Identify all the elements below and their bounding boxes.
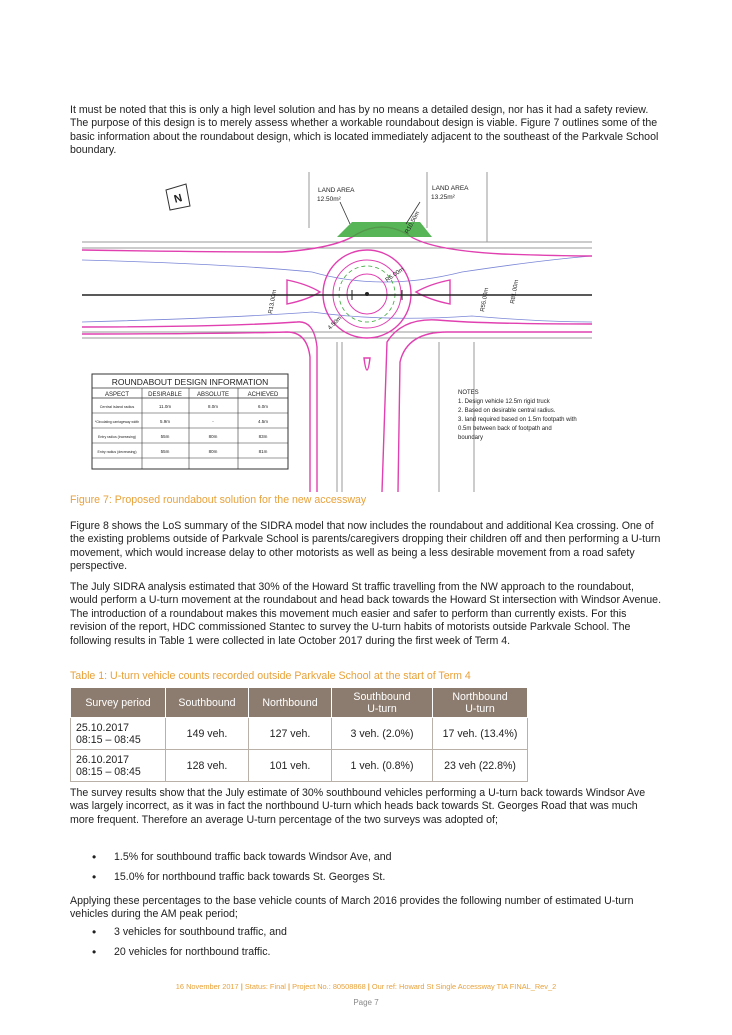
table-header-cell	[166, 688, 249, 718]
header-text: U-turn	[367, 702, 397, 715]
dim-r13: R13.00m	[268, 289, 279, 315]
design-table-cell: *Circulating carriageway width	[94, 420, 140, 424]
design-table-cell: 5.9m	[159, 419, 171, 424]
design-info-table	[92, 374, 288, 469]
northbound-cell: 101 veh.	[249, 750, 332, 782]
header-text: Southbound	[353, 690, 411, 703]
design-table-cell: 55m	[160, 434, 170, 439]
design-table-cell: 11.0m	[158, 404, 172, 409]
table-header-cell	[71, 688, 166, 718]
paragraph-survey-results: The survey results show that the July estimate of 30% southbound vehicles performing a U-turn back towards Windsor Ave was largely incorrect, as it was in fact the northbound U-turn which heads back towards St. Georges Road that was much more frequent. Therefore an average U-turn percentage of the two surveys was adopted of;	[70, 787, 646, 826]
design-table-cell: Entry radius (increasing)	[98, 435, 136, 439]
southbound-cell: 128 veh.	[166, 750, 249, 782]
footer-separator: |	[288, 982, 291, 991]
table-row	[71, 750, 528, 782]
page-footer	[0, 982, 732, 991]
footer-date: 16 November 2017	[175, 982, 239, 991]
design-table-cell: Central island radius	[99, 405, 135, 409]
land-area-2-title: LAND AREA	[432, 185, 469, 192]
note-line: 1. Design vehicle 12.5m rigid truck	[458, 399, 550, 405]
dim-r6: R6.00m	[384, 266, 406, 284]
header-text: Northbound	[452, 690, 508, 703]
north-label: N	[172, 192, 184, 206]
table-header-cell	[433, 688, 528, 718]
footer-separator: |	[240, 982, 243, 991]
intro-paragraph: It must be noted that this is only a high level solution and has by no means a detailed design, nor has it had a safety review. The purpose of this design is to merely assess whether a workable roundabout design is viable. Figure 7 outlines some of the basic information about the roundabout design, which is located immediately adjacent to the southeast of the Parkvale School boundary.	[70, 104, 659, 157]
notes-title: NOTES	[458, 390, 479, 396]
roundabout-figure	[82, 172, 592, 492]
header-text: Survey period	[85, 696, 151, 709]
survey-date: 25.10.2017	[76, 721, 130, 734]
north-arrow-icon	[166, 184, 190, 210]
northbound-uturn-cell: 23 veh (22.8%)	[433, 750, 528, 782]
list-item: • 20 vehicles for northbound traffic.	[92, 946, 287, 958]
design-table-title: ROUNDABOUT DESIGN INFORMATION	[111, 377, 269, 387]
design-table-header: DESIRABLE	[148, 392, 182, 398]
design-table-cell: 4.5m	[257, 419, 269, 424]
note-line: 0.5m between back of footpath and	[458, 426, 552, 432]
design-table-cell: 81m	[258, 449, 268, 454]
survey-time: 08:15 – 08:45	[76, 733, 141, 746]
note-line: boundary	[458, 435, 484, 441]
header-text: U-turn	[465, 702, 495, 715]
footer-project: Project No.: 80508868	[292, 982, 366, 991]
note-line: 3. land required based on 1.5m footpath with	[458, 417, 577, 423]
design-table-cell: -	[212, 419, 214, 424]
dim-450: 4.50m	[327, 315, 344, 332]
northbound-cell: 127 veh.	[249, 718, 332, 750]
design-table-cell: 80m	[208, 449, 218, 454]
design-table-cell: 6.0m	[257, 404, 269, 409]
dim-r81: R81.00m	[510, 279, 521, 305]
list-item: • 1.5% for southbound traffic back towards Windsor Ave, and	[92, 851, 392, 863]
land-area-1-value: 12.50m²	[317, 196, 341, 203]
survey-date: 26.10.2017	[76, 753, 130, 766]
table-row	[71, 718, 528, 750]
list-item: • 3 vehicles for southbound traffic, and	[92, 926, 287, 938]
table-header-cell	[249, 688, 332, 718]
figure-caption: Figure 7: Proposed roundabout solution for the new accessway	[70, 494, 367, 506]
footer-status: Status: Final	[244, 982, 286, 991]
table-header-cell	[332, 688, 433, 718]
survey-period-cell	[71, 718, 166, 750]
table-header-row	[71, 688, 528, 718]
northbound-uturn-cell: 17 veh. (13.4%)	[433, 718, 528, 750]
vehicle-list	[92, 926, 287, 958]
land-area-2-value: 13.25m²	[431, 194, 455, 201]
survey-time: 08:15 – 08:45	[76, 765, 141, 778]
design-table-header: ACHIEVED	[247, 392, 279, 398]
dim-r10: R10.50m	[404, 210, 422, 235]
paragraph-july-analysis: The July SIDRA analysis estimated that 30% of the Howard St traffic travelling from the NW approach to the roundabout, would perform a U-turn movement at the roundabout and head back towards the Howard St intersection with Windsor Avenue. The introduction of a roundabout makes this movement much easier and safer to perform than currently exists. For this revision of the report, HDC commissioned Stantec to survey the U-turn habits of motorists outside Parkvale School. The following results in Table 1 were collected in late October 2017 during the first week of Term 4.	[70, 581, 662, 647]
design-table-cell: Entry radius (decreasing)	[97, 450, 137, 454]
uturn-table	[70, 687, 528, 782]
paragraph-applying: Applying these percentages to the base vehicle counts of March 2016 provides the following number of estimated U-turn vehicles during the AM peak period;	[70, 895, 634, 921]
southbound-cell: 149 veh.	[166, 718, 249, 750]
footer-separator: |	[367, 982, 370, 991]
design-table-header: ASPECT	[104, 392, 130, 398]
land-area-1-title: LAND AREA	[318, 187, 355, 194]
list-item: • 15.0% for northbound traffic back towards St. Georges St.	[92, 871, 392, 883]
footer-reference: Our ref: Howard St Single Accessway TIA FINAL_Rev_2	[371, 982, 557, 991]
design-table-cell: 8.0m	[207, 404, 219, 409]
header-text: Southbound	[178, 696, 236, 709]
table-caption: Table 1: U-turn vehicle counts recorded outside Parkvale School at the start of Term 4	[70, 670, 471, 682]
paragraph-figure8: Figure 8 shows the LoS summary of the SIDRA model that now includes the roundabout and additional Kea crossing. One of the existing problems outside of Parkvale School is parents/caregivers dropping their children off and then performing a U-turn movement, which would increase delay to other motorists as well as being a less desirable movement from a road safety perspective.	[70, 520, 661, 573]
design-table-cell: 80m	[208, 434, 218, 439]
note-line: 2. Based on desirable central radius.	[458, 408, 556, 414]
figure-notes	[458, 390, 577, 441]
design-table-header: ABSOLUTE	[196, 392, 230, 398]
survey-period-cell	[71, 750, 166, 782]
page-number: Page 7	[353, 998, 379, 1007]
dim-r55: R55.00m	[480, 287, 491, 313]
percentage-list	[92, 851, 392, 883]
design-table-cell: 83m	[258, 434, 268, 439]
design-table-cell: 55m	[160, 449, 170, 454]
header-text: Northbound	[262, 696, 318, 709]
southbound-uturn-cell: 1 veh. (0.8%)	[332, 750, 433, 782]
southbound-uturn-cell: 3 veh. (2.0%)	[332, 718, 433, 750]
land-area-shape	[337, 222, 432, 237]
